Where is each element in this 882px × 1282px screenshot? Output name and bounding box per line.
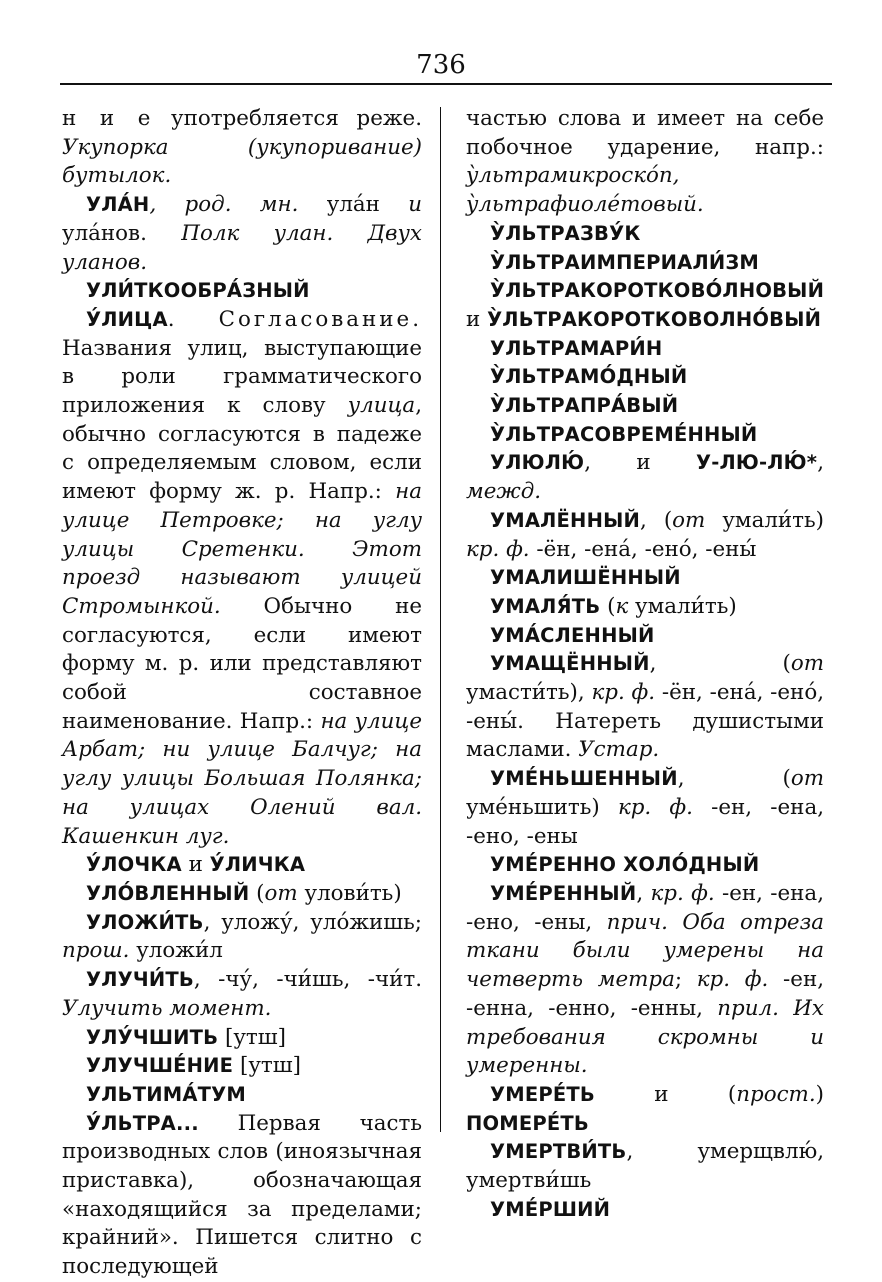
headword: УЛУ́ЧШИТЬ [86, 1025, 219, 1049]
headword: УМЕ́РЕННО ХОЛО́ДНЫЙ [490, 853, 760, 877]
headword: УМАЛЁННЫЙ [490, 508, 641, 532]
headword: УМЕ́РЕННЫЙ [490, 881, 637, 905]
column-divider [440, 107, 441, 1132]
entry-ultrazvuk [466, 220, 824, 249]
entry-ultrasovremenny [466, 421, 824, 450]
headword: У̀ЛЬТРАМО́ДНЫЙ [490, 365, 688, 389]
headword: У́ЛЬТРА... [86, 1111, 199, 1135]
headword: У̀ЛЬТРАПРА́ВЫЙ [490, 394, 679, 418]
headword: УЛИ́ТКООБРА́ЗНЫЙ [86, 279, 310, 303]
entry-ultrakorotkovolnovy-1 [466, 277, 824, 306]
entry-umershy [466, 1196, 824, 1225]
entry-umalenny: УМАЛЁННЫЙ, (от умали́ть) кр. ф. -ён, -ена́, -ено́, -ены́ [466, 507, 824, 562]
headword: У̀ЛЬТРАИМПЕРИАЛИ́ЗМ [490, 250, 760, 274]
entry-umalishenny [466, 564, 824, 593]
entry-ultraimperializm [466, 249, 824, 278]
entry-uluchshenie: УЛУЧШЕ́НИЕ [утш] [86, 1053, 301, 1079]
headword: УМЕ́НЬШЕННЫЙ [490, 767, 678, 791]
entry-ukuporka-continuation: н и е употребляется реже. Укупорка (укупоривание) бутылок. [62, 106, 422, 189]
entry-ulovlenny: УЛО́ВЛЕННЫЙ (от улови́ть) [86, 880, 402, 906]
headword: У̀ЛЬТРАКОРОТКОВО́ЛНОВЫЙ [490, 279, 825, 303]
entry-umenshenny: УМЕ́НЬШЕННЫЙ, (от уме́ньшить) кр. ф. -ен, -ена, -ено, -ены [466, 766, 824, 849]
right-column [466, 105, 824, 1224]
entry-ulozhit: УЛОЖИ́ТЬ, уложу́, уло́жишь; прош. уложи́л [62, 909, 422, 964]
entry-ultrapravy [466, 392, 824, 421]
headword: ПОМЕРЕ́ТЬ [466, 1111, 589, 1135]
header-rule [60, 83, 832, 85]
entry-ultrakorotkovolnovy-2: и У̀ЛЬТРАКОРОТКОВОЛНО́ВЫЙ [466, 306, 822, 332]
headword: УЛА́Н [86, 193, 150, 217]
headword: У̀ЛЬТРАЗВУ́К [490, 221, 641, 245]
entry-ulica: У́ЛИЦА. Согласование. Названия улиц, выступающие в роли грамматического приложения к слову улица, обычно согласуются в падеже с определяемым словом, если имеют форму ж. р. Напр.: на улице Петровке; на углу улицы Сретенки. Этот проезд называют улицей Стромынкой. Обычно не согласуются, если имеют форму м. р. или представляют собой составное наименование. Напр.: на улице Арбат; ни улице Балчуг; на углу улицы Большая Полянка; на улицах Олений вал. Кашенкин луг. [62, 306, 422, 849]
headword: У́ЛОЧКА [86, 853, 182, 877]
headword: УМЕРЕ́ТЬ [490, 1082, 595, 1106]
entry-ulan: УЛА́Н, род. мн. ула́н и ула́нов. Полк улан. Двух уланов. [62, 192, 423, 275]
headword: УМЕРТВИ́ТЬ [490, 1140, 627, 1164]
headword: УЛЬТИМА́ТУМ [86, 1082, 246, 1106]
headword: УЛУЧШЕ́НИЕ [86, 1054, 234, 1078]
entry-ulochka: У́ЛОЧКА и У́ЛИЧКА [86, 852, 306, 878]
entry-uluchshit: УЛУ́ЧШИТЬ [утш] [86, 1024, 286, 1050]
entry-ultramodny [466, 363, 824, 392]
headword: УМЕ́РШИЙ [490, 1197, 611, 1221]
entry-umertvit: УМЕРТВИ́ТЬ, умерщвлю́, умертви́шь [466, 1139, 824, 1194]
headword: УЛУЧИ́ТЬ [86, 968, 194, 992]
entry-ultra: У́ЛЬТРА... Первая часть производных слов (иноязычная приставка), обозначающая «находящийся за пределами; крайний». Пишется слитно с последующей [62, 1110, 422, 1280]
headword: У̀ЛЬТРАКОРОТКОВОЛНО́ВЫЙ [487, 307, 822, 331]
entry-umerenno-holodny [466, 851, 824, 880]
entry-ululu: УЛЮЛЮ́, и У-ЛЮ-ЛЮ́*, межд. [466, 450, 824, 505]
headword: УЛЬТРАМАРИ́Н [490, 336, 663, 360]
headword: УМАЛЯ́ТЬ [490, 594, 601, 618]
headword: УМА́СЛЕННЫЙ [490, 623, 655, 647]
headword: УМАЩЁННЫЙ [490, 652, 650, 676]
headword: У̀ЛЬТРАСОВРЕМЕ́ННЫЙ [490, 422, 758, 446]
entry-ulitkoobrazny [62, 277, 422, 306]
headword: У́ЛИЦА [86, 307, 168, 331]
entry-umalyat: УМАЛЯ́ТЬ (к умали́ть) [490, 593, 737, 619]
left-column [62, 105, 422, 1282]
entry-umashenny: УМАЩЁННЫЙ, (от умасти́ть), кр. ф. -ён, -ена́, -ено́, -ены́. Натереть душистыми маслами. Устар. [466, 651, 824, 763]
entry-ultimatum [62, 1081, 422, 1110]
entry-uluchit: УЛУЧИ́ТЬ, -чу́, -чи́шь, -чи́т. Улучить момент. [62, 967, 422, 1021]
headword: УМАЛИШЁННЫЙ [490, 566, 681, 590]
headword: У́ЛИЧКА [209, 853, 306, 877]
headword: УЛО́ВЛЕННЫЙ [86, 881, 250, 905]
entry-ultra-continuation: частью слова и имеет на себе побочное ударение, напр.: у̀льтрамикроско́п, у̀льтрафиоле́товый. [466, 106, 824, 218]
entry-umaslenny [466, 622, 824, 651]
headword: У-ЛЮ-ЛЮ́* [695, 451, 818, 475]
entry-umeret: УМЕРЕ́ТЬ и (прост.) ПОМЕРЕ́ТЬ [466, 1081, 824, 1135]
entry-umerenny: УМЕ́РЕННЫЙ, кр. ф. -ен, -ена, -ено, -ены, прич. Оба отреза ткани были умерены на четверть метра; кр. ф. -ен, -енна, -енно, -енны, прил. Их требования скромны и умеренны. [466, 880, 825, 1079]
headword: УЛЮЛЮ́ [490, 451, 585, 475]
entry-ultramarin [466, 335, 824, 364]
page-number: 736 [416, 50, 466, 80]
headword: УЛОЖИ́ТЬ [86, 910, 204, 934]
